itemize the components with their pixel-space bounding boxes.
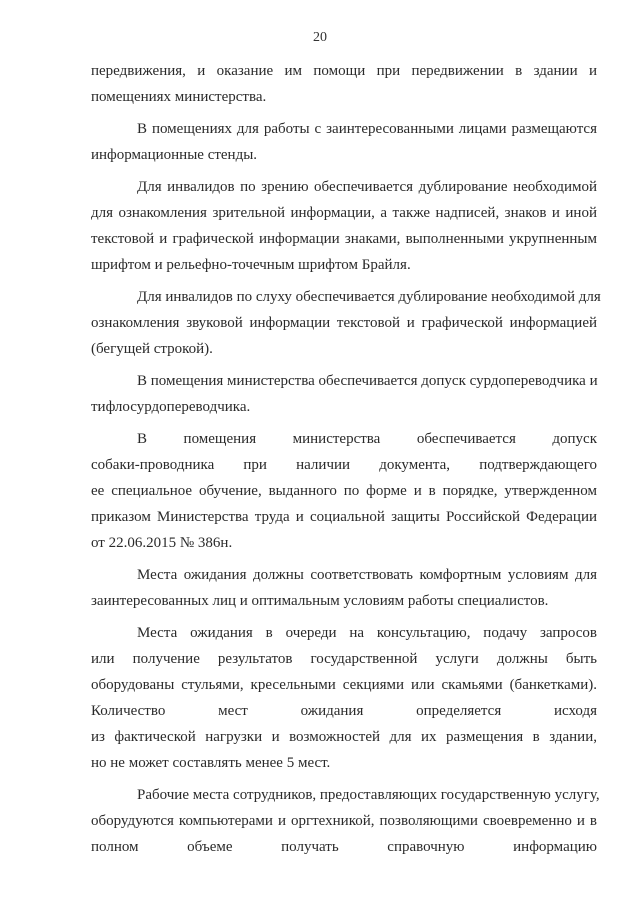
page-number: 20 [313, 30, 327, 45]
text-line: информационные стенды. [91, 147, 258, 163]
paragraph [91, 284, 601, 362]
text-line: от 22.06.2015 № 386н. [91, 535, 233, 551]
text-line: Места ожидания должны соответствовать комфортным условиям для [137, 567, 597, 583]
paragraph [91, 174, 597, 278]
text-line: (бегущей строкой). [91, 341, 213, 357]
paragraph [91, 426, 597, 556]
text-line: ознакомления звуковой информации текстовой и графической информацией [91, 315, 597, 331]
text-line: полном объеме получать справочную информацию [91, 839, 597, 855]
paragraph [91, 58, 597, 110]
text-line: но не может составлять менее 5 мест. [91, 755, 331, 771]
text-line: шрифтом и рельефно-точечным шрифтом Брайля. [91, 257, 411, 273]
paragraph [91, 116, 597, 168]
paragraph [91, 368, 597, 420]
text-line: В помещения министерства обеспечивается допуск [137, 431, 597, 447]
text-line: из фактической нагрузки и возможностей для их размещения в здании, [91, 729, 597, 745]
text-line: Для инвалидов по зрению обеспечивается дублирование необходимой [137, 179, 597, 195]
text-line: тифлосурдопереводчика. [91, 399, 251, 415]
text-line: В помещениях для работы с заинтересованными лицами размещаются [137, 121, 597, 137]
text-line: текстовой и графической информации знаками, выполненными укрупненным [91, 231, 597, 247]
text-line: В помещения министерства обеспечивается допуск сурдопереводчика и [137, 373, 598, 389]
paragraph [91, 562, 597, 614]
text-line: собаки-проводника при наличии документа, подтверждающего [91, 457, 597, 473]
text-line: ее специальное обучение, выданного по форме и в порядке, утвержденном [91, 483, 597, 499]
text-line: помещениях министерства. [91, 89, 267, 105]
text-line: Количество мест ожидания определяется исходя [91, 703, 597, 719]
paragraph [91, 782, 600, 860]
text-line: Рабочие места сотрудников, предоставляющих государственную услугу, [137, 787, 600, 803]
text-line: приказом Министерства труда и социальной защиты Российской Федерации [91, 509, 597, 525]
text-line: оборудуются компьютерами и оргтехникой, позволяющими своевременно и в [91, 813, 597, 829]
text-line: оборудованы стульями, кресельными секциями или скамьями (банкетками). [91, 677, 597, 693]
paragraph [91, 620, 597, 776]
text-line: Для инвалидов по слуху обеспечивается дублирование необходимой для [137, 289, 601, 305]
document-body [91, 58, 601, 860]
text-line: передвижения, и оказание им помощи при передвижении в здании и [91, 63, 597, 79]
text-line: заинтересованных лиц и оптимальным условиям работы специалистов. [91, 593, 549, 609]
text-line: Места ожидания в очереди на консультацию, подачу запросов [137, 625, 597, 641]
text-line: для ознакомления зрительной информации, а также надписей, знаков и иной [91, 205, 597, 221]
text-line: или получение результатов государственной услуги должны быть [91, 651, 597, 667]
